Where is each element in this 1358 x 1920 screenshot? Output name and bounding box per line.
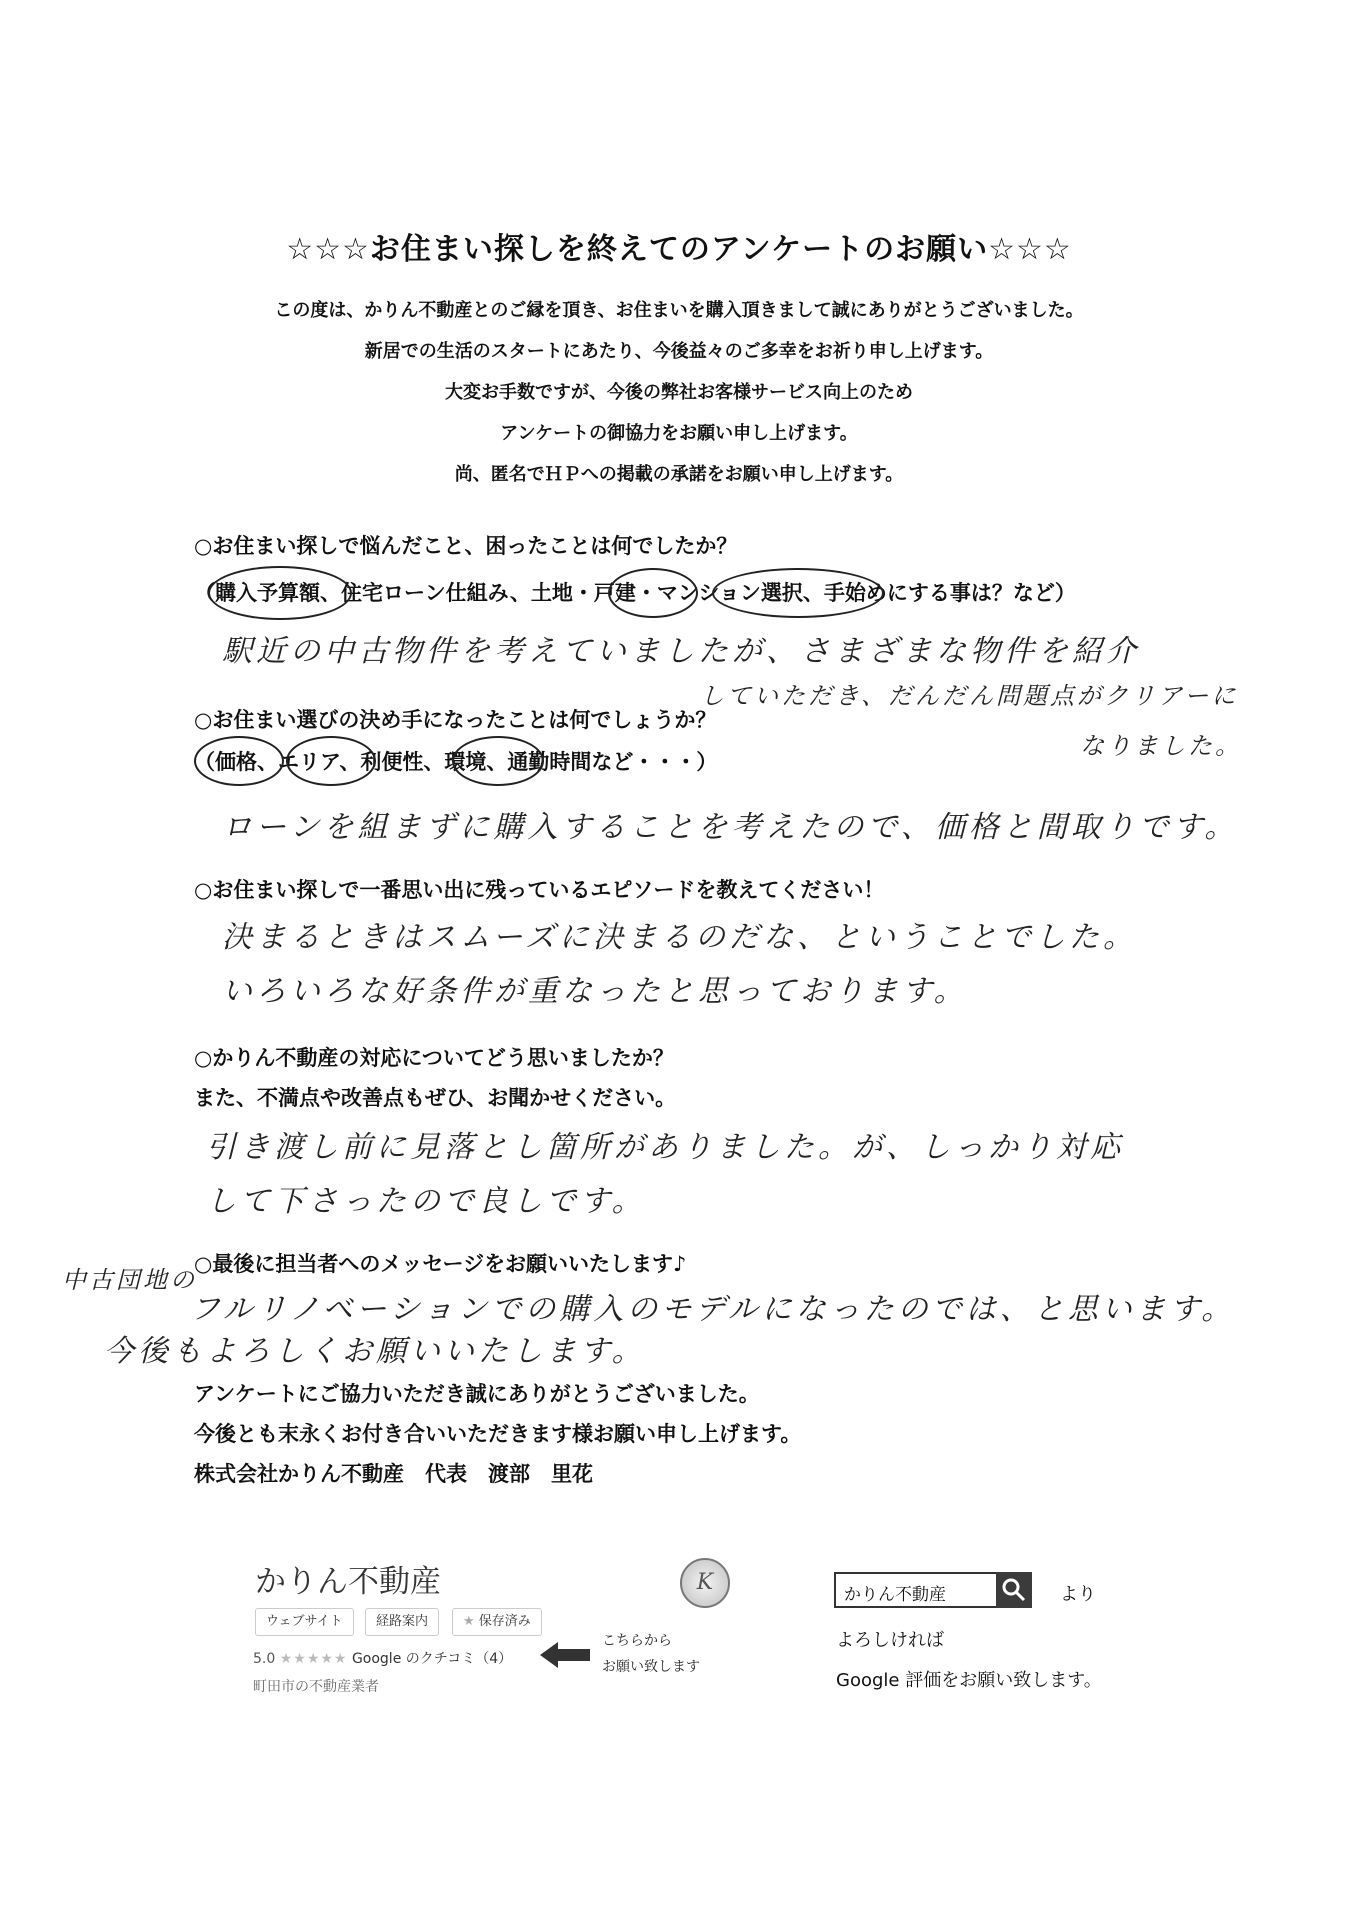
- intro-line-4: アンケートの御協力をお願い申し上げます。: [500, 423, 858, 444]
- saved-label: 保存済み: [478, 1614, 531, 1629]
- answer-4-line-1: 引き渡し前に見落とし箇所がありました。が、しっかり対応: [206, 1130, 1124, 1165]
- company-signature: 株式会社かりん不動産 代表 渡部 里花: [194, 1462, 593, 1486]
- saved-button[interactable]: [452, 1608, 542, 1636]
- rating-stars: ★★★★★: [279, 1651, 348, 1667]
- selection-circle: [194, 736, 284, 786]
- arrow-left-icon: [540, 1640, 592, 1670]
- rating-line: [253, 1648, 512, 1668]
- answer-5-prefix: 中古団地の: [62, 1266, 197, 1294]
- selection-circle: [286, 736, 376, 786]
- page-title: ☆☆☆お住まい探しを終えてのアンケートのお願い☆☆☆: [286, 232, 1072, 267]
- reviews-link[interactable]: Google のクチコミ（4）: [351, 1651, 513, 1667]
- intro-line-2: 新居での生活のスタートにあたり、今後益々のご多幸をお祈り申し上げます。: [364, 341, 994, 362]
- search-suffix: より: [1060, 1584, 1096, 1605]
- answer-5-line-1: フルリノベーションでの購入のモデルになったのでは、と思います。: [190, 1292, 1236, 1327]
- request-line-2: お願い致します: [602, 1659, 700, 1675]
- directions-button[interactable]: 経路案内: [365, 1608, 439, 1636]
- answer-2-line-1: ローンを組まずに購入することを考えたので、価格と間取りです。: [222, 810, 1239, 845]
- answer-1-line-1: 駅近の中古物件を考えていましたが、さまざまな物件を紹介: [222, 634, 1140, 669]
- selection-circle: [608, 568, 698, 618]
- question-5: ○最後に担当者へのメッセージをお願いいたします♪: [194, 1252, 687, 1276]
- question-2: ○お住まい選びの決め手になったことは何でしょうか？: [194, 708, 717, 732]
- answer-1-line-3: なりました。: [1080, 732, 1242, 760]
- answer-5-line-2: 今後もよろしくお願いいたします。: [104, 1334, 646, 1369]
- closing-line-2: 今後とも末永くお付き合いいただきます様お願い申し上げます。: [194, 1422, 802, 1446]
- request-google-line-1: よろしければ: [836, 1630, 944, 1651]
- request-google-line-2: Google 評価をお願い致します。: [836, 1670, 1102, 1691]
- question-1-options: （購入予算額、住宅ローン仕組み、土地・戸建・マンション選択、手始めにする事は？など）: [194, 581, 1076, 605]
- rating-value: 5.0: [253, 1651, 276, 1667]
- request-line-1: こちらから: [602, 1633, 672, 1649]
- intro-line-5: 尚、匿名でＨＰへの掲載の承諾をお願い申し上げます。: [454, 464, 904, 485]
- search-icon: [996, 1572, 1032, 1608]
- search-query: かりん不動産: [844, 1585, 946, 1605]
- intro-line-1: この度は、かりん不動産とのご縁を頂き、お住まいを購入頂きまして誠にありがとうございました。: [274, 300, 1084, 321]
- selection-circle: [452, 736, 544, 786]
- answer-4-line-2: して下さったので良しです。: [206, 1184, 646, 1219]
- intro-line-3: 大変お手数ですが、今後の弊社お客様サービス向上のため: [445, 382, 913, 403]
- question-4: ○かりん不動産の対応についてどう思いましたか？: [194, 1046, 674, 1070]
- logo-icon: K: [680, 1558, 730, 1608]
- answer-3-line-1: 決まるときはスムーズに決まるのだな、ということでした。: [222, 920, 1137, 955]
- question-1: ○お住まい探しで悩んだこと、困ったことは何でしたか？: [194, 534, 738, 558]
- search-button[interactable]: [996, 1572, 1032, 1608]
- question-3: ○お住まい探しで一番思い出に残っているエピソードを教えてください！: [194, 878, 885, 902]
- selection-circle: [208, 566, 352, 620]
- business-name: かりん不動産: [255, 1564, 441, 1600]
- answer-1-line-2: していただき、だんだん問題点がクリアーに: [700, 682, 1239, 710]
- business-category: 町田市の不動産業者: [253, 1679, 379, 1695]
- answer-3-line-2: いろいろな好条件が重なったと思っております。: [222, 974, 968, 1009]
- selection-circle: [712, 568, 884, 618]
- star-icon: ★: [463, 1614, 475, 1629]
- question-2-options: （価格、エリア、利便性、環境、通勤時間など・・・）: [194, 750, 718, 774]
- website-button[interactable]: ウェブサイト: [255, 1608, 354, 1636]
- question-4-line-2: また、不満点や改善点もぜひ、お聞かせください。: [194, 1086, 677, 1110]
- closing-line-1: アンケートにご協力いただき誠にありがとうございました。: [194, 1382, 760, 1406]
